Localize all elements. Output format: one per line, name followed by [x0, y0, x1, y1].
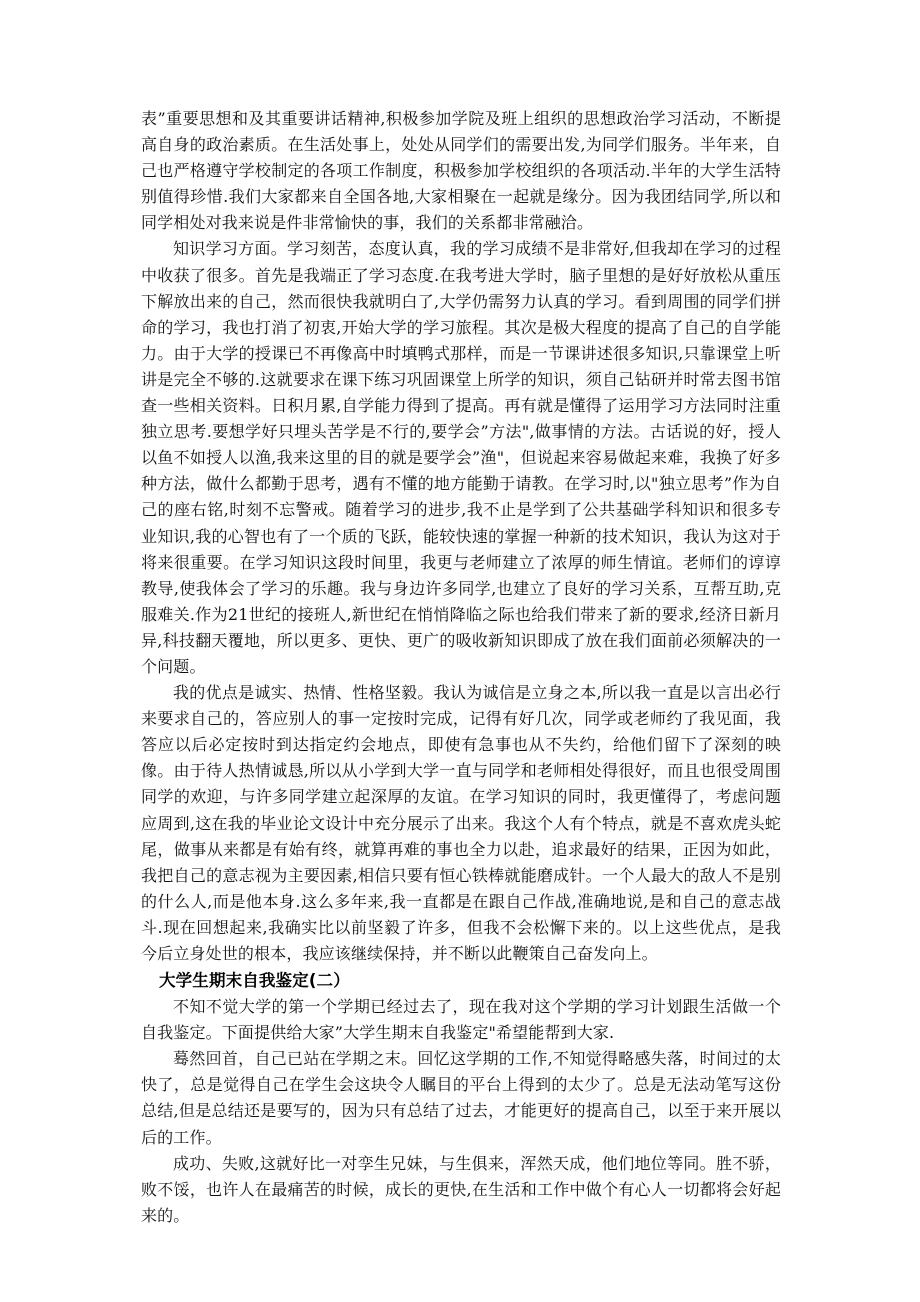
document-body: [141, 106, 781, 1229]
paragraph-political-study: 表”重要思想和及其重要讲话精神,积极参加学院及班上组织的思想政治学习活动，不断提高自身的政治素质。在生活处事上，处处从同学们的需要出发,为同学们服务。半年来，自己也严格遵守学校制定的各项工作制度，积极参加学校组织的各项活动.半年的大学生活特别值得珍惜.我们大家都来自全国各地,大家相聚在一起就是缘分。因为我团结同学,所以和同学相处对我来说是件非常愉快的事，我们的关系都非常融洽。: [141, 109, 781, 233]
paragraph-strengths: 我的优点是诚实、热情、性格坚毅。我认为诚信是立身之本,所以我一直是以言出必行来要求自己的，答应别人的事一定按时完成，记得有好几次，同学或老师约了我见面，我答应以后必定按时到达指定约会地点，即使有急事也从不失约，给他们留下了深刻的映像。由于待人热情诚恳,所以从小学到大学一直与同学和老师相处得很好，而且也很受周围同学的欢迎，与许多同学建立起深厚的友谊。在学习知识的同时，我更懂得了，考虑问题应周到,这在我的毕业论文设计中充分展示了出来。我这个人有个特点，就是不喜欢虎头蛇尾，做事从来都是有始有终，就算再难的事也全力以赴，追求最好的结果，正因为如此，我把自己的意志视为主要因素,相信只要有恒心铁棒就能磨成针。一个人最大的敌人不是别的什么人,而是他本身.这么多年来,我一直都是在跟自己作战,准确地说,是和自己的意志战斗.现在回想起来,我确实比以前坚毅了许多，但我不会松懈下来的。以上这些优点，是我今后立身处世的根本，我应该继续保持，并不断以此鞭策自己奋发向上。: [141, 683, 781, 963]
paragraph-intro: 不知不觉大学的第一个学期已经过去了，现在我对这个学期的学习计划跟生活做一个自我鉴定。下面提供给大家”大学生期末自我鉴定"希望能帮到大家.: [141, 997, 781, 1043]
paragraph-knowledge-study: 知识学习方面。学习刻苦，态度认真，我的学习成绩不是非常好,但我却在学习的过程中收获了很多。首先是我端正了学习态度.在我考进大学时，脑子里想的是好好放松从重压下解放出来的自己，然而很快我就明白了,大学仍需努力认真的学习。看到周围的同学们拼命的学习，我也打消了初衷,开始大学的学习旅程。其次是极大程度的提高了自己的自学能力。由于大学的授课已不再像高中时填鸭式那样，而是一节课讲述很多知识,只靠课堂上听讲是完全不够的.这就要求在课下练习巩固课堂上所学的知识，须自己钻研并时常去图书馆查一些相关资料。日积月累,自学能力得到了提高。再有就是懂得了运用学习方法同时注重独立思考.要想学好只埋头苦学是不行的,要学会”方法",做事情的方法。古话说的好，授人以鱼不如授人以渔,我来这里的目的就是要学会”渔"，但说起来容易做起来难，我换了好多种方法，做什么都勤于思考，遇有不懂的地方能勤于请教。在学习时,以"独立思考”作为自己的座右铭,时刻不忘警戒。随着学习的进步,我不止是学到了公共基础学科知识和很多专业知识,我的心智也有了一个质的飞跃，能较快速的掌握一种新的技术知识，我认为这对于将来很重要。在学习知识这段时间里，我更与老师建立了浓厚的师生情谊。老师们的谆谆教导,使我体会了学习的乐趣。我与身边许多同学,也建立了良好的学习关系，互帮互助,克服难关.作为21世纪的接班人,新世纪在悄悄降临之际也给我们带来了新的要求,经济日新月异,科技翻天覆地，所以更多、更快、更广的吸收新知识即成了放在我们面前必须解决的一个问题。: [141, 239, 781, 676]
paragraph-success-failure: 成功、失败,这就好比一对孪生兄妹，与生俱来，浑然天成，他们地位等同。胜不骄，败不馁，也许人在最痛苦的时候，成长的更快,在生活和工作中做个有心人一切都将会好起来的。: [141, 1153, 781, 1225]
section-heading: 大学生期末自我鉴定(二）: [159, 971, 350, 991]
paragraph-reflection: 蓦然回首，自己已站在学期之末。回忆这学期的工作,不知觉得略感失落，时间过的太快了，总是觉得自己在学生会这块令人瞩目的平台上得到的太少了。总是无法动笔写这份总结,但是总结还是要写的，因为只有总结了过去，才能更好的提高自己，以至于来开展以后的工作。: [141, 1049, 781, 1147]
